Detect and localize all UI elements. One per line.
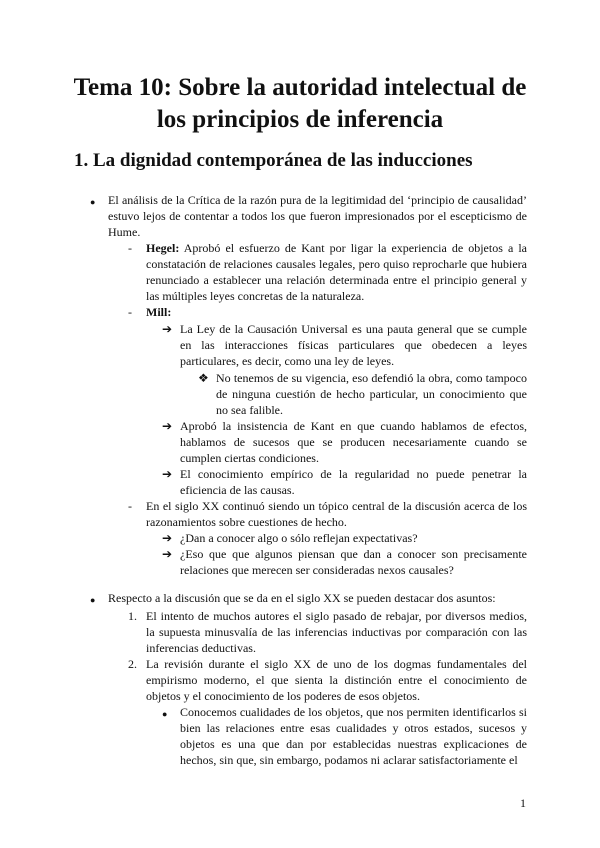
arrow-icon: ➔: [162, 547, 173, 561]
siglo-xx-arrow-2-text: ¿Eso que que algunos piensan que dan a conocer son precisamente relaciones que merecen ser consideradas nexos causales?: [180, 547, 527, 577]
numbered-item-1-text: El intento de muchos autores el siglo pasado de rebajar, por diversos medios, la supuesta minusvalía de las inferencias inductivas por comparación con las inferencias deductivas.: [146, 609, 527, 655]
hegel-label: Hegel:: [146, 241, 180, 255]
numbered-item-2-sub-text: Conocemos cualidades de los objetos, que nos permiten identificarlos si bien las relaciones entre esas cualidades y otros estados, sucesos y objetos es una que dan por establecidas nuestras explicaciones de hechos, sin que, sin embargo, podamos ni aclarar satisfactoriamente el: [180, 705, 527, 767]
diamond-icon: ❖: [198, 371, 209, 385]
bullet-marker: ●: [90, 595, 96, 605]
bullet-marker: ●: [162, 709, 168, 719]
siglo-xx-arrow-1-text: ¿Dan a conocer algo o sólo reflejan expectativas?: [180, 531, 418, 545]
arrow-icon: ➔: [162, 419, 173, 433]
dash-marker: -: [128, 499, 132, 513]
siglo-xx-text: En el siglo XX continuó siendo un tópico central de la discusión acerca de los razonamientos sobre cuestiones de hecho.: [146, 499, 527, 529]
number-marker-2: 2.: [128, 657, 137, 671]
title-line-2: los principios de inferencia: [156, 106, 444, 133]
mill-arrow-3-text: El conocimiento empírico de la regularidad no puede penetrar la eficiencia de las causas.: [180, 467, 527, 497]
bullet-1-text: El análisis de la Crítica de la razón pura de la legitimidad del ‘principio de causalidad’ estuvo lejos de contentar a todos los que fueron impresionados por el escepticismo de Hume.: [108, 193, 527, 239]
mill-arrow-1-text: La Ley de la Causación Universal es una pauta general que se cumple en las interacciones físicas particulares que obedecen a leyes particulares, es decir, como una ley de leyes.: [180, 322, 527, 368]
bullet-2-text: Respecto a la discusión que se da en el siglo XX se pueden destacar dos asuntos:: [108, 591, 496, 605]
arrow-icon: ➔: [162, 322, 173, 336]
hegel-text: Aprobó el esfuerzo de Kant por ligar la experiencia de objetos a la constatación de relaciones causales legales, pero quiso reprocharle que hubiera renunciado a establecer una relación determinada entre el principio general y las múltiples leyes concretas de la naturaleza.: [146, 241, 527, 303]
dash-marker: -: [128, 241, 132, 255]
title-line-1: Tema 10: Sobre la autoridad intelectual de: [73, 74, 527, 101]
hegel-paragraph: [146, 240, 527, 304]
page-number: 1: [520, 796, 526, 810]
dash-marker: -: [128, 305, 132, 319]
arrow-icon: ➔: [162, 531, 173, 545]
bullet-marker: ●: [90, 197, 96, 207]
mill-arrow-1-sub-text: No tenemos de su vigencia, eso defendió la obra, como tampoco de ninguna cuestión de hecho particular, un conocimiento que no sea falible.: [216, 371, 527, 417]
mill-arrow-2-text: Aprobó la insistencia de Kant en que cuando hablamos de efectos, hablamos de sucesos que se producen necesariamente cuando se cumplen ciertas condiciones.: [180, 419, 527, 465]
section-heading: 1. La dignidad contemporánea de las inducciones: [74, 150, 473, 171]
arrow-icon: ➔: [162, 467, 173, 481]
mill-label: Mill:: [146, 305, 172, 319]
numbered-item-2-text: La revisión durante el siglo XX de uno de los dogmas fundamentales del empirismo moderno, el que sienta la distinción entre el conocimiento de objetos y el conocimiento de los poderes de esos objetos.: [146, 657, 527, 703]
number-marker-1: 1.: [128, 609, 137, 623]
document-title: [0, 72, 600, 136]
